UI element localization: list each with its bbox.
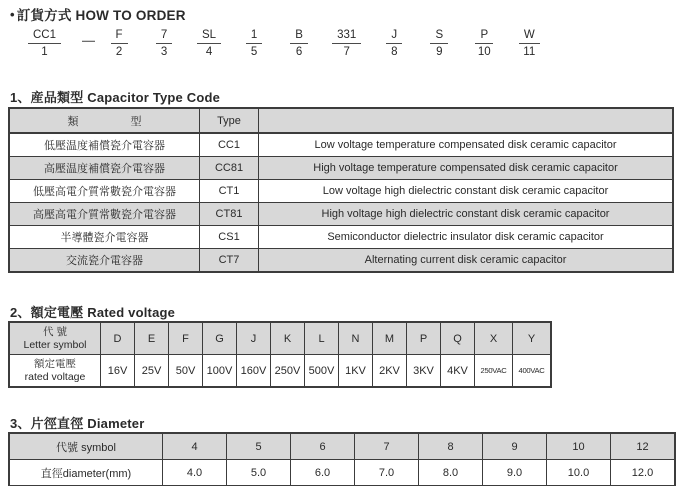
diameter-value: 9.0	[483, 460, 547, 486]
order-code-value: P	[475, 29, 493, 44]
diameter-symbol: 9	[483, 433, 547, 460]
voltage-symbol: X	[475, 322, 513, 355]
section1-title: 1、産品類型 Capacitor Type Code	[10, 90, 221, 105]
type-description: Alternating current disk ceramic capacitor	[259, 249, 674, 273]
voltage-value: 25V	[135, 355, 169, 388]
voltage-symbol: N	[339, 322, 373, 355]
diameter-value: 12.0	[611, 460, 676, 486]
table-row	[9, 460, 675, 486]
order-code-value: 1	[246, 29, 262, 44]
order-code-part-2	[107, 29, 131, 59]
table-row	[9, 203, 673, 226]
order-code-part-3	[152, 29, 176, 59]
voltage-value: 4KV	[441, 355, 475, 388]
voltage-value: 400VAC	[513, 355, 552, 388]
table-row	[9, 249, 673, 273]
type-description: High voltage high dielectric constant disk ceramic capacitor	[259, 203, 674, 226]
voltage-symbol: Y	[513, 322, 552, 355]
type-name-cn: 高壓高電介質常數瓷介電容器	[9, 203, 200, 226]
order-code-position: 10	[477, 46, 491, 58]
table-header-row	[9, 322, 551, 355]
type-name-cn: 半導體瓷介電容器	[9, 226, 200, 249]
diameter-symbol-label: 代號 symbol	[9, 433, 163, 460]
order-code-position: 1	[41, 46, 48, 58]
type-code: CC81	[200, 157, 259, 180]
order-code-separator: —	[82, 33, 96, 48]
type-code: CT81	[200, 203, 259, 226]
order-code-part-10	[472, 29, 496, 59]
diameter-value: 8.0	[419, 460, 483, 486]
order-code-value: F	[111, 29, 128, 44]
voltage-symbol: Q	[441, 322, 475, 355]
voltage-value: 250V	[271, 355, 305, 388]
voltage-value: 500V	[305, 355, 339, 388]
order-code-value: 7	[156, 29, 172, 44]
diameter-symbol: 4	[163, 433, 227, 460]
diameter-value: 6.0	[291, 460, 355, 486]
type-code: CT7	[200, 249, 259, 273]
diameter-symbol: 5	[227, 433, 291, 460]
type-name-cn: 交流瓷介電容器	[9, 249, 200, 273]
rated-voltage-label-en: rated voltage	[24, 370, 86, 383]
order-code-value: B	[290, 29, 308, 44]
order-code-value: J	[386, 29, 402, 44]
order-code-value: W	[519, 29, 540, 44]
order-code-position: 5	[250, 46, 258, 58]
diameter-symbol: 8	[419, 433, 483, 460]
type-code: CC1	[200, 133, 259, 157]
order-code-part-9	[427, 29, 451, 59]
section2-title: 2、額定電壓 Rated voltage	[10, 305, 176, 320]
order-code-part-8	[382, 29, 406, 59]
voltage-symbol: D	[101, 322, 135, 355]
diameter-value-label: 直徑diameter(mm)	[9, 460, 163, 486]
diameter-value: 10.0	[547, 460, 611, 486]
type-code: CS1	[200, 226, 259, 249]
order-code-value: SL	[197, 29, 221, 44]
voltage-symbol: P	[407, 322, 441, 355]
rated-voltage-label	[9, 355, 101, 388]
order-code-position: 9	[436, 46, 443, 58]
diameter-symbol: 6	[291, 433, 355, 460]
rated-voltage-table	[8, 321, 552, 388]
voltage-value: 3KV	[407, 355, 441, 388]
table-row	[9, 226, 673, 249]
order-code-position: 8	[391, 46, 398, 58]
order-code-value: S	[430, 29, 448, 44]
order-code-row	[28, 29, 562, 59]
bullet-icon: •	[10, 6, 15, 22]
letter-symbol-label-en: Letter symbol	[23, 338, 87, 351]
letter-symbol-label-cn: 代 號	[43, 326, 67, 338]
order-code-position: 3	[160, 46, 168, 58]
capacitor-type-table	[8, 107, 674, 273]
section3-title: 3、片徑直徑 Diameter	[10, 416, 145, 431]
voltage-symbol: K	[271, 322, 305, 355]
type-name-cn: 低壓高電介質常數瓷介電容器	[9, 180, 200, 203]
type-description: Semiconductor dielectric insulator disk ceramic capacitor	[259, 226, 674, 249]
table-row	[9, 157, 673, 180]
rated-voltage-label-cn: 額定電壓	[34, 358, 76, 370]
type-description: Low voltage high dielectric constant disk ceramic capacitor	[259, 180, 674, 203]
type-code: CT1	[200, 180, 259, 203]
diameter-table	[8, 432, 676, 486]
table-row	[9, 355, 551, 388]
order-code-part-7	[332, 29, 361, 59]
order-code-part-5	[242, 29, 266, 59]
diameter-value: 5.0	[227, 460, 291, 486]
col-header-type-cn-left: 類	[67, 115, 79, 128]
col-header-type-cn-right: 型	[130, 115, 142, 128]
order-code-position: 2	[115, 46, 123, 58]
diameter-symbol: 7	[355, 433, 419, 460]
type-name-cn: 低壓温度補償瓷介電容器	[9, 133, 200, 157]
col-header-type-code: Type	[200, 108, 259, 133]
voltage-symbol: G	[203, 322, 237, 355]
page-title-text: 訂貨方式 HOW TO ORDER	[16, 8, 186, 23]
table-row	[9, 180, 673, 203]
order-code-value: CC1	[28, 29, 61, 44]
voltage-value: 250VAC	[475, 355, 513, 388]
table-row	[9, 133, 673, 157]
voltage-value: 1KV	[339, 355, 373, 388]
order-code-part-6	[287, 29, 311, 59]
voltage-symbol: J	[237, 322, 271, 355]
type-name-cn: 高壓温度補償瓷介電容器	[9, 157, 200, 180]
voltage-symbol: L	[305, 322, 339, 355]
order-code-value: 331	[332, 29, 361, 44]
order-code-position: 7	[343, 46, 350, 58]
voltage-value: 160V	[237, 355, 271, 388]
type-description: Low voltage temperature compensated disk ceramic capacitor	[259, 133, 674, 157]
letter-symbol-label	[9, 322, 101, 355]
voltage-symbol: E	[135, 322, 169, 355]
order-code-part-4	[197, 29, 221, 59]
voltage-symbol: F	[169, 322, 203, 355]
order-code-position: 4	[205, 46, 213, 58]
voltage-value: 16V	[101, 355, 135, 388]
type-description: High voltage temperature compensated disk ceramic capacitor	[259, 157, 674, 180]
diameter-value: 4.0	[163, 460, 227, 486]
voltage-value: 100V	[203, 355, 237, 388]
voltage-value: 50V	[169, 355, 203, 388]
voltage-value: 2KV	[373, 355, 407, 388]
table-header-row	[9, 433, 675, 460]
order-code-position: 6	[295, 46, 303, 58]
order-code-position: 11	[523, 46, 536, 58]
diameter-symbol: 12	[611, 433, 676, 460]
table-header-row	[9, 108, 673, 133]
diameter-symbol: 10	[547, 433, 611, 460]
order-code-part-11	[517, 29, 541, 59]
col-header-type-cn	[9, 108, 200, 133]
page-title	[10, 4, 186, 24]
order-code-part-1	[28, 29, 61, 59]
voltage-symbol: M	[373, 322, 407, 355]
col-header-description	[259, 108, 674, 133]
diameter-value: 7.0	[355, 460, 419, 486]
